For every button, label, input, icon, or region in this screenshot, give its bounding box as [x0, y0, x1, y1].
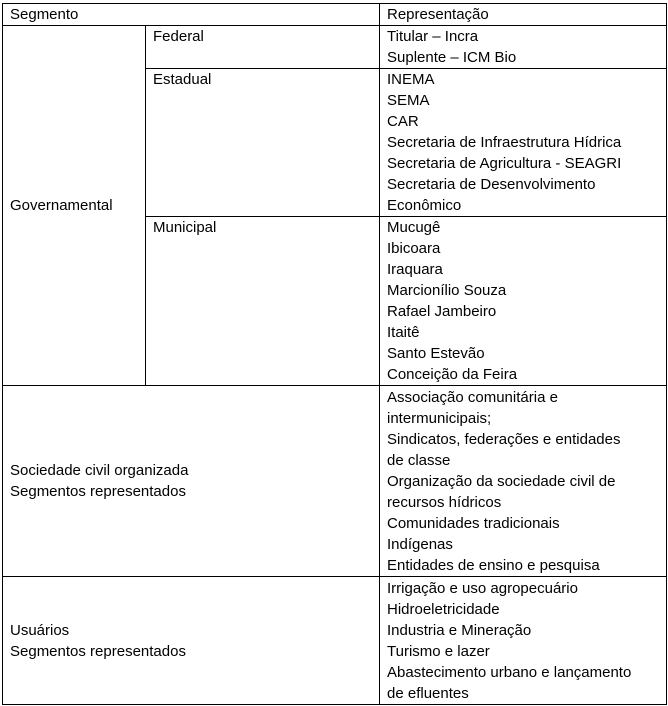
list-item: recursos hídricos	[387, 494, 502, 511]
governamental-label: Governamental	[10, 197, 113, 214]
list-item: Indígenas	[387, 536, 453, 553]
list-item: Comunidades tradicionais	[387, 515, 560, 532]
list-item: Secretaria de Infraestrutura Hídrica	[387, 134, 622, 151]
list-item: intermunicipais;	[387, 410, 492, 427]
column-divider	[379, 3, 380, 705]
list-item: de efluentes	[387, 685, 469, 702]
table-border-left	[2, 3, 3, 705]
header-segmento: Segmento	[10, 6, 79, 23]
list-item: Mucugê	[387, 219, 441, 236]
list-item: Sindicatos, federações e entidades	[387, 431, 621, 448]
list-item: Organização da sociedade civil de	[387, 473, 616, 490]
table-border-top	[2, 3, 666, 4]
federal-label: Federal	[153, 28, 204, 45]
list-item: Industria e Mineração	[387, 622, 532, 639]
list-item: Associação comunitária e	[387, 389, 558, 406]
list-item: Econômico	[387, 197, 462, 214]
usuarios-list	[387, 578, 631, 704]
list-item: Marcionílio Souza	[387, 282, 507, 299]
list-item: SEMA	[387, 92, 430, 109]
list-item: Hidroeletricidade	[387, 601, 500, 618]
list-item: Santo Estevão	[387, 345, 485, 362]
table-border-right	[666, 3, 667, 705]
list-item: Secretaria de Desenvolvimento	[387, 176, 596, 193]
list-item: Abastecimento urbano e lançamento	[387, 664, 632, 681]
list-item: Titular – Incra	[387, 28, 479, 45]
municipal-label: Municipal	[153, 219, 217, 236]
estadual-label: Estadual	[153, 71, 212, 88]
list-item: Iraquara	[387, 261, 443, 278]
usuarios-label: Usuários Segmentos representados	[10, 621, 186, 660]
list-item: Secretaria de Agricultura - SEAGRI	[387, 155, 622, 172]
list-item: Entidades de ensino e pesquisa	[387, 557, 600, 574]
sociedade-label: Sociedade civil organizada Segmentos representados	[10, 462, 189, 500]
list-item: Turismo e lazer	[387, 643, 490, 660]
list-item: INEMA	[387, 71, 435, 88]
municipal-list	[387, 217, 517, 385]
list-item: Rafael Jambeiro	[387, 303, 497, 320]
estadual-list	[387, 69, 621, 216]
federal-list	[387, 26, 516, 68]
table-border-bottom	[2, 704, 666, 705]
sociedade-list	[387, 387, 621, 576]
list-item: Ibicoara	[387, 240, 441, 257]
list-item: Suplente – ICM Bio	[387, 49, 517, 66]
list-item: Conceição da Feira	[387, 366, 518, 383]
list-item: de classe	[387, 452, 451, 469]
list-item: CAR	[387, 113, 419, 130]
header-representacao: Representação	[387, 6, 489, 23]
list-item: Irrigação e uso agropecuário	[387, 580, 578, 597]
list-item: Itaitê	[387, 324, 420, 341]
level-divider	[145, 25, 146, 386]
